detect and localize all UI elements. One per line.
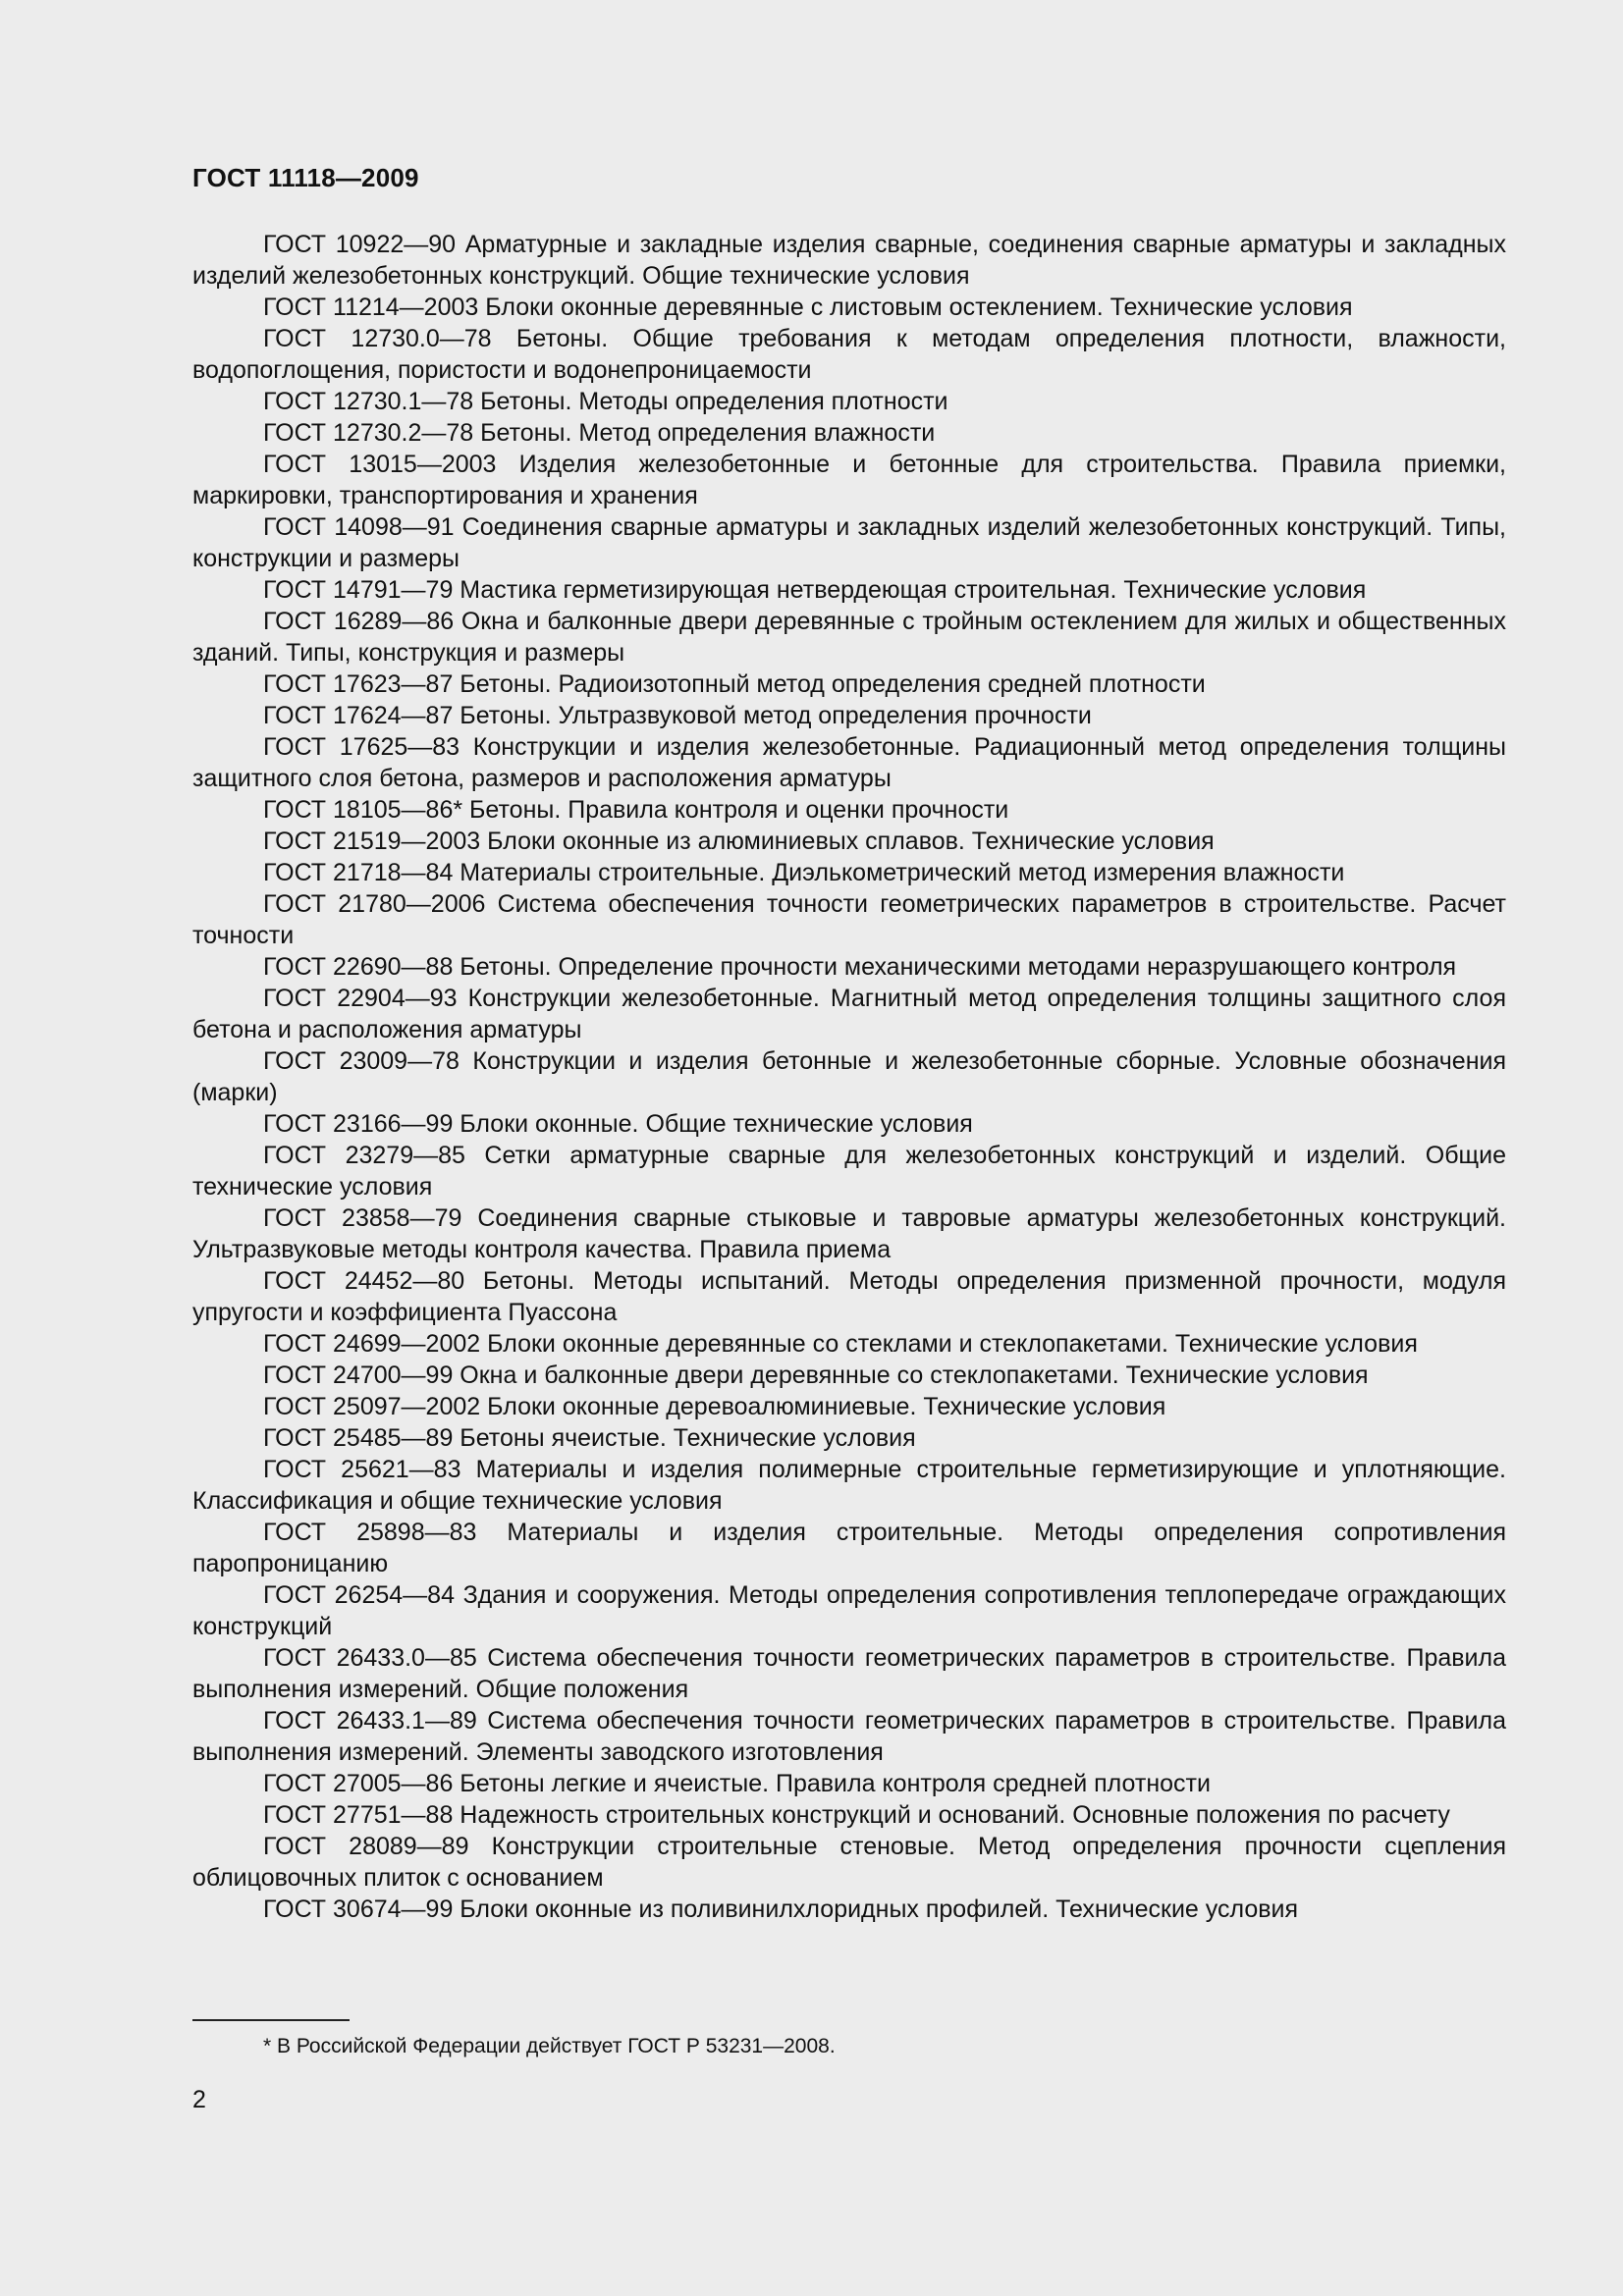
reference-item: ГОСТ 21780—2006 Система обеспечения точности геометрических параметров в строительстве. Расчет точности (192, 890, 1506, 949)
page-header: ГОСТ 11118—2009 (192, 163, 419, 192)
reference-item: ГОСТ 12730.0—78 Бетоны. Общие требования к методам определения плотности, влажности, водопоглощения, пористости и водонепроницаемости (192, 325, 1506, 384)
reference-item: ГОСТ 14791—79 Мастика герметизирующая нетвердеющая строительная. Технические условия (263, 576, 1367, 604)
reference-item: ГОСТ 17624—87 Бетоны. Ультразвуковой метод определения прочности (263, 702, 1092, 729)
reference-item: ГОСТ 25485—89 Бетоны ячеистые. Технические условия (263, 1424, 916, 1452)
reference-item: ГОСТ 22690—88 Бетоны. Определение прочности механическими методами неразрушающего контроля (263, 953, 1457, 981)
references-list (192, 229, 1506, 1925)
reference-item: ГОСТ 11214—2003 Блоки оконные деревянные с листовым остеклением. Технические условия (263, 294, 1353, 321)
reference-item: ГОСТ 23166—99 Блоки оконные. Общие технические условия (263, 1110, 973, 1138)
reference-item: ГОСТ 25621—83 Материалы и изделия полимерные строительные герметизирующие и уплотняющие. Классификация и общие технические условия (192, 1456, 1506, 1515)
reference-item: ГОСТ 26433.1—89 Система обеспечения точности геометрических параметров в строительстве. Правила выполнения измерений. Элементы заводского изготовления (192, 1707, 1506, 1766)
footnote-divider (192, 2019, 350, 2021)
reference-item: ГОСТ 21718—84 Материалы строительные. Диэлькометрический метод измерения влажности (263, 859, 1345, 886)
reference-item: ГОСТ 10922—90 Арматурные и закладные изделия сварные, соединения сварные арматуры и закладных изделий железобетонных конструкций. Общие технические условия (192, 231, 1506, 290)
reference-item: ГОСТ 18105—86* Бетоны. Правила контроля и оценки прочности (263, 796, 1009, 824)
reference-item: ГОСТ 26254—84 Здания и сооружения. Методы определения сопротивления теплопередаче ограждающих конструкций (192, 1581, 1506, 1640)
reference-item: ГОСТ 21519—2003 Блоки оконные из алюминиевых сплавов. Технические условия (263, 828, 1215, 855)
reference-item: ГОСТ 12730.2—78 Бетоны. Метод определения влажности (263, 419, 936, 447)
reference-item: ГОСТ 22904—93 Конструкции железобетонные. Магнитный метод определения толщины защитного слоя бетона и расположения арматуры (192, 985, 1506, 1043)
page-number: 2 (192, 2086, 206, 2113)
reference-item: ГОСТ 14098—91 Соединения сварные арматуры и закладных изделий железобетонных конструкций. Типы, конструкции и размеры (192, 513, 1506, 572)
reference-item: ГОСТ 28089—89 Конструкции строительные стеновые. Метод определения прочности сцепления облицовочных плиток с основанием (192, 1833, 1506, 1892)
reference-item: ГОСТ 30674—99 Блоки оконные из поливинилхлоридных профилей. Технические условия (263, 1896, 1299, 1923)
reference-item: ГОСТ 26433.0—85 Система обеспечения точности геометрических параметров в строительстве. Правила выполнения измерений. Общие положения (192, 1644, 1506, 1703)
reference-item: ГОСТ 24699—2002 Блоки оконные деревянные со стеклами и стеклопакетами. Технические условия (263, 1330, 1418, 1358)
reference-item: ГОСТ 25898—83 Материалы и изделия строительные. Методы определения сопротивления паропроницанию (192, 1519, 1506, 1577)
reference-item: ГОСТ 27005—86 Бетоны легкие и ячеистые. Правила контроля средней плотности (263, 1770, 1211, 1797)
reference-item: ГОСТ 17623—87 Бетоны. Радиоизотопный метод определения средней плотности (263, 670, 1206, 698)
reference-item: ГОСТ 24452—80 Бетоны. Методы испытаний. Методы определения призменной прочности, модуля упругости и коэффициента Пуассона (192, 1267, 1506, 1326)
reference-item: ГОСТ 23279—85 Сетки арматурные сварные для железобетонных конструкций и изделий. Общие технические условия (192, 1142, 1506, 1201)
reference-item: ГОСТ 25097—2002 Блоки оконные деревоалюминиевые. Технические условия (263, 1393, 1166, 1420)
footnote: * В Российской Федерации действует ГОСТ Р 53231—2008. (263, 2035, 836, 2057)
reference-item: ГОСТ 23009—78 Конструкции и изделия бетонные и железобетонные сборные. Условные обозначения (марки) (192, 1047, 1506, 1106)
reference-item: ГОСТ 17625—83 Конструкции и изделия железобетонные. Радиационный метод определения толщины защитного слоя бетона, размеров и расположения арматуры (192, 733, 1506, 792)
reference-item: ГОСТ 13015—2003 Изделия железобетонные и бетонные для строительства. Правила приемки, маркировки, транспортирования и хранения (192, 451, 1506, 509)
reference-item: ГОСТ 27751—88 Надежность строительных конструкций и оснований. Основные положения по расчету (263, 1801, 1450, 1829)
reference-item: ГОСТ 12730.1—78 Бетоны. Методы определения плотности (263, 388, 948, 415)
reference-item: ГОСТ 24700—99 Окна и балконные двери деревянные со стеклопакетами. Технические условия (263, 1362, 1369, 1389)
reference-item: ГОСТ 16289—86 Окна и балконные двери деревянные с тройным остеклением для жилых и общественных зданий. Типы, конструкция и размеры (192, 608, 1506, 667)
reference-item: ГОСТ 23858—79 Соединения сварные стыковые и тавровые арматуры железобетонных конструкций. Ультразвуковые методы контроля качества. Правила приема (192, 1204, 1506, 1263)
